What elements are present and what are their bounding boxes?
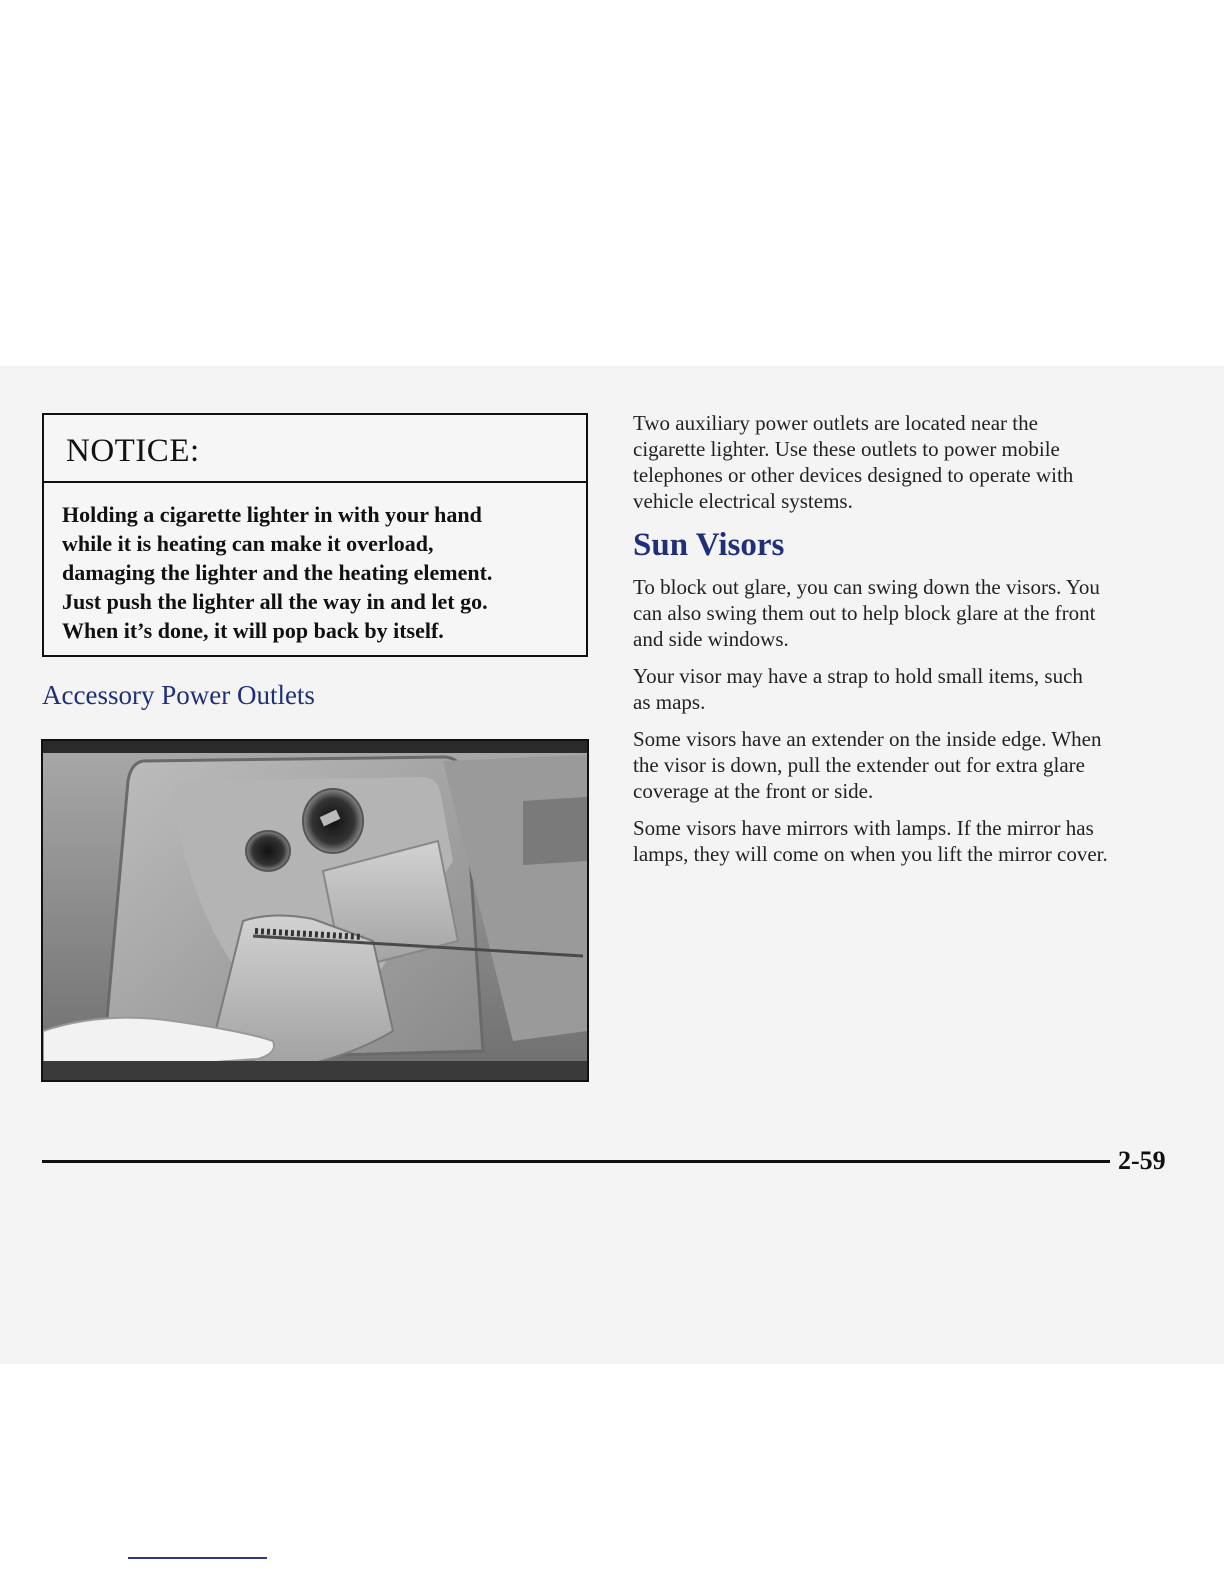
notice-line: When it’s done, it will pop back by itself. bbox=[62, 618, 444, 643]
text-line: coverage at the front or side. bbox=[633, 779, 874, 803]
notice-body bbox=[44, 483, 586, 645]
text-line: telephones or other devices designed to operate with bbox=[633, 463, 1074, 487]
text-line: To block out glare, you can swing down the visors. You bbox=[633, 575, 1100, 599]
power-outlet-photo bbox=[41, 739, 589, 1082]
text-line: vehicle electrical systems. bbox=[633, 489, 853, 513]
text-line: cigarette lighter. Use these outlets to power mobile bbox=[633, 437, 1060, 461]
page-number: 2-59 bbox=[1118, 1146, 1166, 1175]
footer-rule bbox=[42, 1160, 1110, 1163]
notice-box bbox=[42, 413, 588, 657]
text-line: as maps. bbox=[633, 690, 706, 714]
accessory-power-outlets-heading: Accessory Power Outlets bbox=[42, 680, 315, 710]
text-line: lamps, they will come on when you lift the mirror cover. bbox=[633, 842, 1108, 866]
notice-line: Holding a cigarette lighter in with your hand bbox=[62, 502, 482, 527]
accessory-paragraph bbox=[633, 410, 1178, 514]
power-outlet-illustration bbox=[43, 741, 587, 1080]
notice-title: NOTICE: bbox=[44, 415, 586, 483]
right-column bbox=[633, 410, 1178, 878]
sun-visors-paragraph-1 bbox=[633, 574, 1178, 652]
text-line: Some visors have mirrors with lamps. If the mirror has bbox=[633, 816, 1094, 840]
sun-visors-paragraph-2 bbox=[633, 663, 1178, 715]
text-line: the visor is down, pull the extender out for extra glare bbox=[633, 753, 1085, 777]
notice-line: damaging the lighter and the heating element. bbox=[62, 560, 493, 585]
sun-visors-paragraph-4 bbox=[633, 815, 1178, 867]
notice-line: Just push the lighter all the way in and let go. bbox=[62, 589, 488, 614]
text-line: Two auxiliary power outlets are located near the bbox=[633, 411, 1038, 435]
sun-visors-paragraph-3 bbox=[633, 726, 1178, 804]
notice-line: while it is heating can make it overload, bbox=[62, 531, 434, 556]
text-line: Your visor may have a strap to hold small items, such bbox=[633, 664, 1083, 688]
text-line: can also swing them out to help block glare at the front bbox=[633, 601, 1096, 625]
text-line: Some visors have an extender on the inside edge. When bbox=[633, 727, 1102, 751]
sun-visors-heading: Sun Visors bbox=[633, 527, 785, 563]
text-line: and side windows. bbox=[633, 627, 789, 651]
bottom-accent-line bbox=[128, 1557, 267, 1559]
